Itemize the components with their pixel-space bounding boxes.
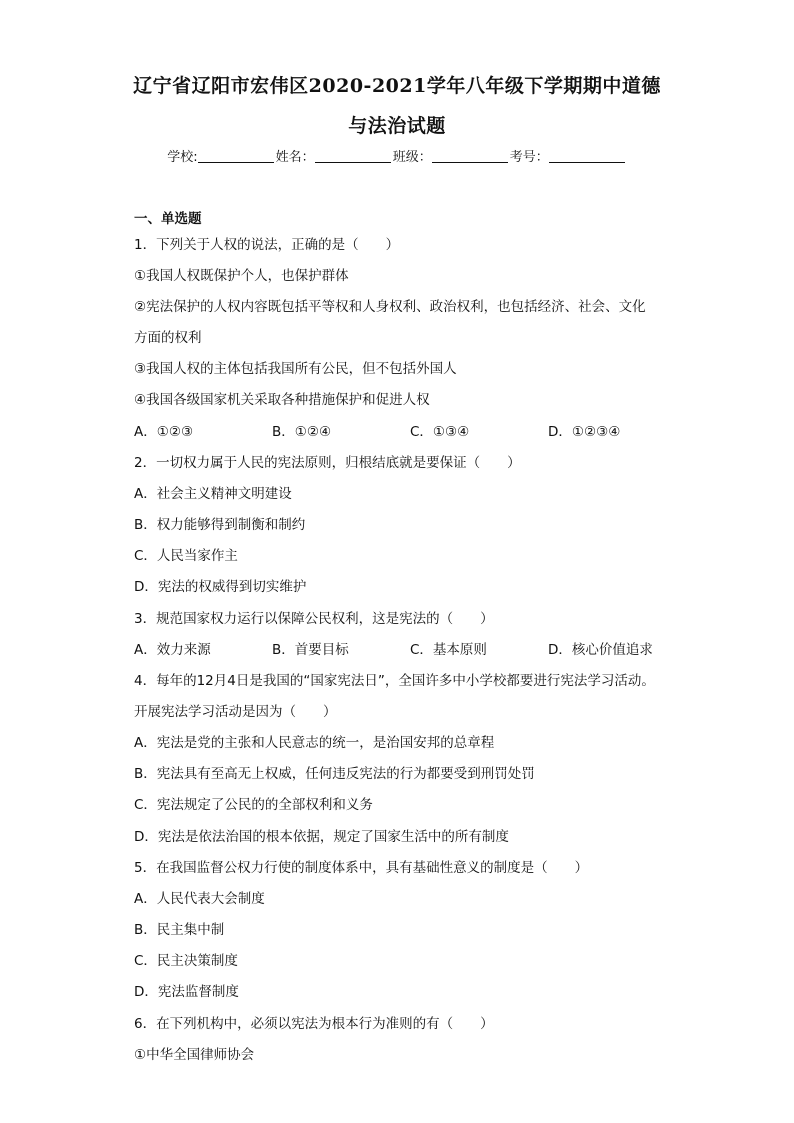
school-label: 学校: [167,150,198,165]
q3-option-b[interactable]: B．首要目标 [272,642,349,658]
exam-title-line-1: 辽宁省辽阳市宏伟区2020-2021学年八年级下学期期中道德 [133,75,661,97]
q5-option-c[interactable]: C．民主决策制度 [134,953,238,969]
q2-option-c[interactable]: C．人民当家作主 [134,548,238,564]
q1-option-c[interactable]: C．①③④ [410,424,470,440]
q4-stem-line-1: 4．每年的12月4日是我国的“国家宪法日”，全国许多中小学校都要进行宪法学习活动。 [134,673,655,689]
section-title: 一、单选题 [134,211,202,227]
q5-option-b[interactable]: B．民主集中制 [134,922,225,938]
q1-option-a[interactable]: A．①②③ [134,424,194,440]
q3-option-a[interactable]: A．效力来源 [134,642,211,658]
name-label: 姓名： [275,150,315,165]
q2-stem: 2．一切权力属于人民的宪法原则，归根结底就是要保证（ ） [134,455,521,471]
number-label: 考号： [509,150,549,165]
q5-stem: 5．在我国监督公权力行使的制度体系中，具有基础性意义的制度是（ ） [134,860,589,876]
q4-option-d[interactable]: D．宪法是依法治国的根本依据，规定了国家生活中的所有制度 [134,829,509,845]
q6-statement-1: ①中华全国律师协会 [134,1047,255,1063]
student-info-row [0,146,794,165]
q3-option-c[interactable]: C．基本原则 [410,642,487,658]
name-blank[interactable] [315,162,391,163]
q3-options [134,638,694,658]
q1-option-d[interactable]: D．①②③④ [548,424,621,440]
class-label: 班级： [392,150,432,165]
q5-option-d[interactable]: D．宪法监督制度 [134,984,239,1000]
q1-options [134,420,694,440]
school-blank[interactable] [198,162,274,163]
q5-option-a[interactable]: A．人民代表大会制度 [134,891,265,907]
q1-statement-4: ④我国各级国家机关采取各种措施保护和促进人权 [134,392,430,408]
q4-option-a[interactable]: A．宪法是党的主张和人民意志的统一，是治国安邦的总章程 [134,735,495,751]
q1-option-b[interactable]: B．①②④ [272,424,332,440]
q4-option-b[interactable]: B．宪法具有至高无上权威，任何违反宪法的行为都要受到刑罚处罚 [134,766,535,782]
q1-statement-2b: 方面的权利 [134,330,202,346]
exam-title-line-2: 与法治试题 [348,115,446,137]
q2-option-b[interactable]: B．权力能够得到制衡和制约 [134,517,306,533]
q2-option-d[interactable]: D．宪法的权威得到切实维护 [134,579,307,595]
q6-stem: 6．在下列机构中，必须以宪法为根本行为准则的有（ ） [134,1016,494,1032]
class-blank[interactable] [432,162,508,163]
q1-statement-1: ①我国人权既保护个人，也保护群体 [134,268,349,284]
q4-option-c[interactable]: C．宪法规定了公民的的全部权利和义务 [134,797,373,813]
q2-option-a[interactable]: A．社会主义精神文明建设 [134,486,292,502]
q3-stem: 3．规范国家权力运行以保障公民权利，这是宪法的（ ） [134,611,494,627]
number-blank[interactable] [549,162,625,163]
q1-statement-3: ③我国人权的主体包括我国所有公民，但不包括外国人 [134,361,457,377]
q1-statement-2a: ②宪法保护的人权内容既包括平等权和人身权利、政治权利，也包括经济、社会、文化 [134,299,646,315]
q3-option-d[interactable]: D．核心价值追求 [548,642,653,658]
q1-stem: 1．下列关于人权的说法，正确的是（ ） [134,237,400,253]
q4-stem-line-2: 开展宪法学习活动是因为（ ） [134,704,337,720]
